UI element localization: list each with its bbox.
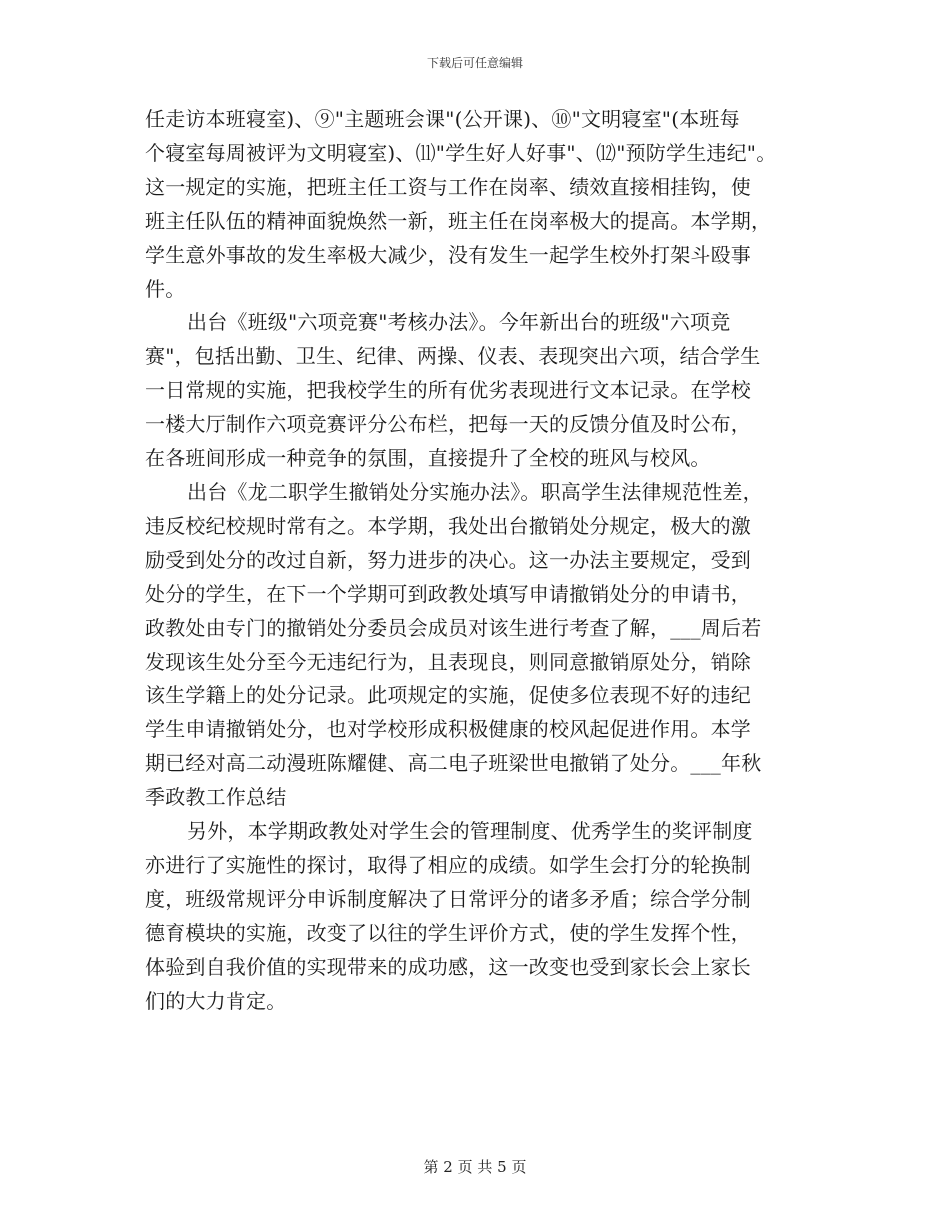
- text-line: 在各班间形成一种竞争的氛围，直接提升了全校的班风与校风。: [145, 446, 711, 471]
- text-line: 一日常规的实施，把我校学生的所有优劣表现进行文本记录。在学校: [145, 378, 751, 403]
- text-line: 度，班级常规评分申诉制度解决了日常评分的诸多矛盾；综合学分制: [145, 886, 751, 911]
- text-line: 班主任队伍的精神面貌焕然一新，班主任在岗率极大的提高。本学期，: [145, 208, 772, 233]
- text-line: 季政教工作总结: [145, 785, 287, 810]
- text-line: 期已经对高二动漫班陈耀健、高二电子班梁世电撤销了处分。___年秋: [145, 751, 762, 776]
- text-line: 件。: [145, 276, 186, 301]
- text-line: 该生学籍上的处分记录。此项规定的实施，促使多位表现不好的违纪: [145, 683, 751, 708]
- text-line: 政教处由专门的撤销处分委员会成员对该生进行考查了解，___周后若: [145, 615, 762, 640]
- page-header: 下载后可任意编辑: [426, 56, 523, 70]
- text-line: 另外，本学期政教处对学生会的管理制度、优秀学生的奖评制度: [187, 819, 753, 844]
- text-line: 赛"，包括出勤、卫生、纪律、两操、仪表、表现突出六项，结合学生: [145, 344, 761, 369]
- text-line: 德育模块的实施，改变了以往的学生评价方式，使的学生发挥个性，: [145, 920, 751, 945]
- text-line: 学生申请撤销处分，也对学校形成积极健康的校风起促进作用。本学: [145, 717, 751, 742]
- page-number: 第 2 页 共 5 页: [423, 1158, 527, 1176]
- text-line: 个寝室每周被评为文明寝室)、⑾"学生好人好事"、⑿"预防学生违纪"。: [145, 140, 777, 165]
- text-line: 一楼大厅制作六项竞赛评分公布栏，把每一天的反馈分值及时公布，: [145, 412, 751, 437]
- text-line: 学生意外事故的发生率极大减少，没有发生一起学生校外打架斗殴事: [145, 242, 751, 267]
- text-line: 这一规定的实施，把班主任工资与工作在岗率、绩效直接相挂钩，使: [145, 174, 751, 199]
- text-line: 励受到处分的改过自新，努力进步的决心。这一办法主要规定，受到: [145, 547, 751, 572]
- text-line: 出台《班级"六项竞赛"考核办法》。今年新出台的班级"六项竞: [187, 310, 731, 335]
- text-line: 们的大力肯定。: [145, 988, 287, 1013]
- text-line: 体验到自我价值的实现带来的成功感，这一改变也受到家长会上家长: [145, 954, 751, 979]
- text-line: 亦进行了实施性的探讨，取得了相应的成绩。如学生会打分的轮换制: [145, 852, 751, 877]
- text-line: 任走访本班寝室)、⑨"主题班会课"(公开课)、⑩"文明寝室"(本班每: [145, 107, 740, 131]
- text-line: 出台《龙二职学生撤销处分实施办法》。职高学生法律规范性差，: [187, 479, 763, 504]
- text-line: 处分的学生，在下一个学期可到政教处填写申请撤销处分的申请书，: [145, 581, 751, 606]
- text-line: 违反校纪校规时常有之。本学期，我处出台撤销处分规定，极大的激: [145, 513, 751, 538]
- document-body: [145, 103, 825, 1018]
- text-line: 发现该生处分至今无违纪行为，且表现良，则同意撤销原处分，销除: [145, 649, 751, 674]
